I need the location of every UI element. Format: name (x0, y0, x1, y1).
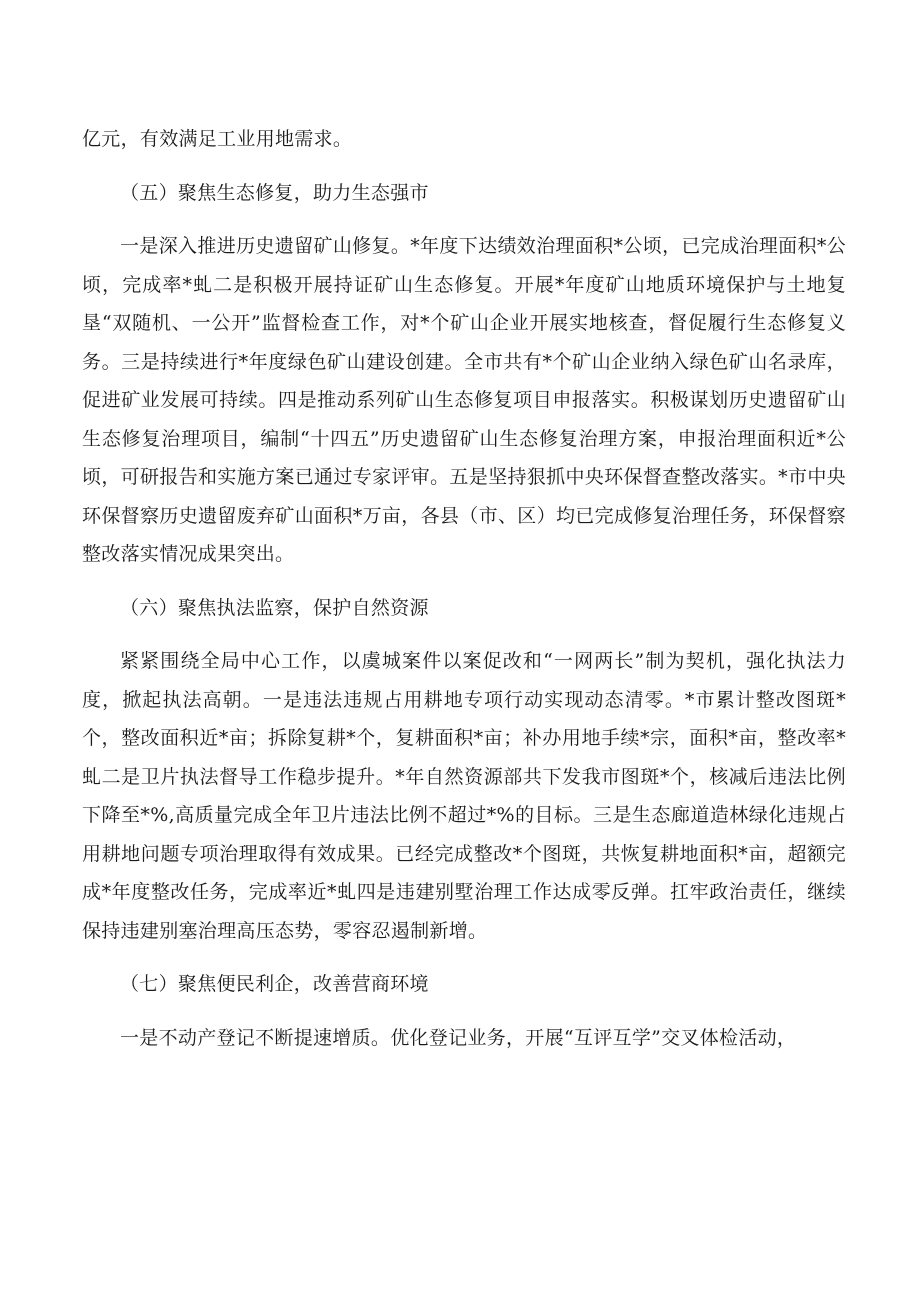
paragraph-ecological-restoration: 一是深入推进历史遗留矿山修复。*年度下达绩效治理面积*公顷，已完成治理面积*公顷，完成率*虬二是积极开展持证矿山生态修复。开展*年度矿山地质环境保护与土地复垦“双随机、一公开”监督检查工作，对*个矿山企业开展实地核查，督促履行生态修复义务。三是持续进行*年度绿色矿山建设创建。全市共有*个矿山企业纳入绿色矿山名录库，促进矿业发展可持续。四是推动系列矿山生态修复项目申报落实。积极谋划历史遗留矿山生态修复治理项目，编制“十四五”历史遗留矿山生态修复治理方案，申报治理面积近*公顷，可研报告和实施方案已通过专家评审。五是坚持狠抓中央环保督查整改落实。*市中央环保督察历史遗留废弃矿山面积*万亩，各县（市、区）均已完成修复治理任务，环保督察整改落实情况成果突出。 (82, 235, 846, 565)
paragraph-continuation: 亿元，有效满足工业用地需求。 (82, 128, 353, 150)
paragraph-real-estate-registration: 一是不动产登记不断提速增质。优化登记业务，开展“互评互学”交叉体检活动， (120, 1026, 797, 1049)
document-body (82, 120, 846, 1072)
section-heading-7: （七）聚焦便民利企，改善营商环境 (120, 973, 429, 995)
section-heading-5: （五）聚焦生态修复，助力生态强市 (120, 181, 429, 204)
section-heading-6: （六）聚焦执法监察，保护自然资源 (120, 596, 429, 619)
paragraph-law-enforcement: 紧紧围绕全局中心工作，以虞城案件以案促改和“一网两长”制为契机，强化执法力度，掀起执法高朝。一是违法违规占用耕地专项行动实现动态清零。*市累计整改图斑*个，整改面积近*亩；拆除复耕*个，复耕面积*亩；补办用地手续*宗，面积*亩，整改率*虬二是卫片执法督导工作稳步提升。*年自然资源部共下发我市图斑*个，核减后违法比例下降至*%,高质量完成全年卫片违法比例不超过*%的目标。三是生态廊道造林绿化违规占用耕地问题专项治理取得有效成果。已经完成整改*个图斑，共恢复耕地面积*亩，超额完成*年度整改任务，完成率近*虬四是违建别墅治理工作达成零反弹。扛牢政治责任，继续保持违建别塞治理高压态势，零容忍遏制新增。 (82, 650, 846, 942)
